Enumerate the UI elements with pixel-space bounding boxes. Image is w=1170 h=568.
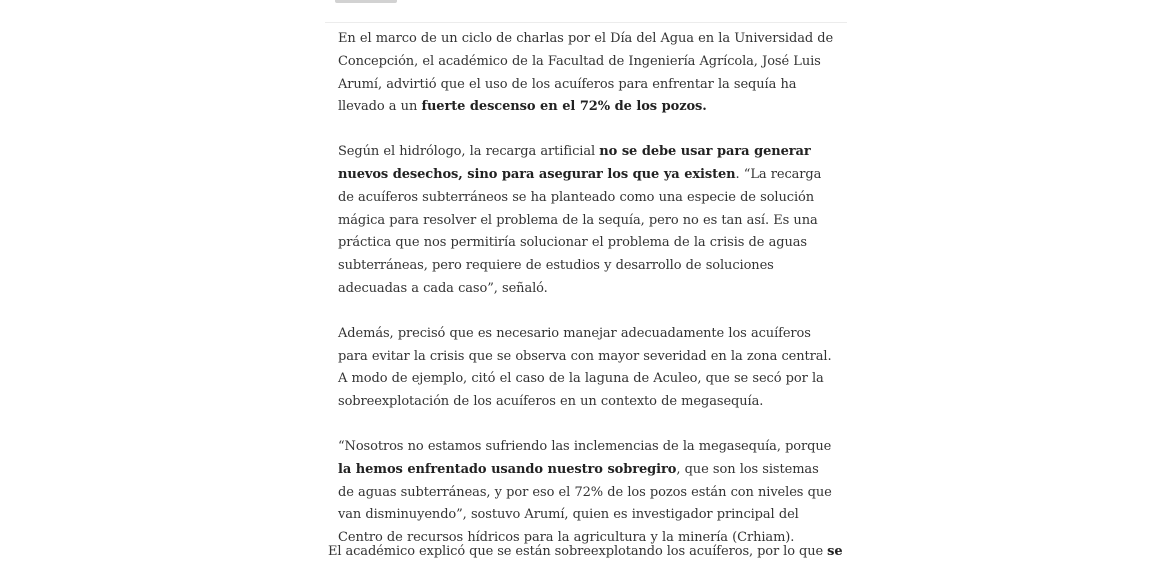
article-body	[338, 28, 838, 568]
paragraph-4	[338, 436, 838, 550]
paragraph-4-bold: la hemos enfrentado usando nuestro sobregiro	[338, 461, 677, 477]
paragraph-1-text: En el marco de un ciclo de charlas por el Día del Agua en la Universidad de Concepción, el académico de la Facultad de Ingeniería Agrícola, José Luis Arumí, advirtió que el uso de los acuíferos para enfrentar la sequía ha llevado a un	[338, 31, 834, 115]
paragraph-1-bold: fuerte descenso en el 72% de los pozos.	[421, 99, 707, 115]
paragraph-4-text-end: , que son los sistemas de aguas subterráneas, y por eso el 72% de los pozos están con niveles que van disminuyendo”, sostuvo Arumí, quien es investigador principal del Centro de recursos hídricos para la agricultura y la minería (Crhiam).	[338, 461, 832, 546]
paragraph-4-text-start: “Nosotros no estamos sufriendo las inclemencias de la megasequía, porque	[338, 438, 832, 454]
paragraph-2-text-start: Según el hidrólogo, la recarga artificial	[338, 144, 600, 160]
paragraph-5-bold: se	[827, 544, 843, 559]
header-divider	[325, 22, 847, 23]
paragraph-1	[338, 28, 838, 119]
paragraph-2-text-end: . “La recarga de acuíferos subterráneos se ha planteado como una especie de solución mágica para resolver el problema de la sequía, pero no es tan así. Es una práctica que nos permitiría solucionar el problema de la crisis de aguas subterráneas, pero requiere de estudios y desarrollo de soluciones adecuadas a cada caso”, señaló.	[338, 166, 822, 296]
paragraph-3-text: Además, precisó que es necesario manejar adecuadamente los acuíferos para evitar la crisis que se observa con mayor severidad en la zona central. A modo de ejemplo, citó el caso de la laguna de Aculeo, que se secó por la sobreexplotación de los acuíferos en un contexto de megasequía.	[338, 325, 832, 410]
paragraph-5-text: El académico explicó que se están sobreexplotando los acuíferos, por lo que	[328, 544, 828, 559]
paragraph-3	[338, 323, 838, 414]
paragraph-2-bold: no se debe usar para generar nuevos desechos, sino para asegurar los que ya existen	[338, 144, 811, 182]
paragraph-5	[328, 541, 848, 564]
cropped-header-remnant	[335, 0, 397, 3]
paragraph-2	[338, 141, 838, 301]
